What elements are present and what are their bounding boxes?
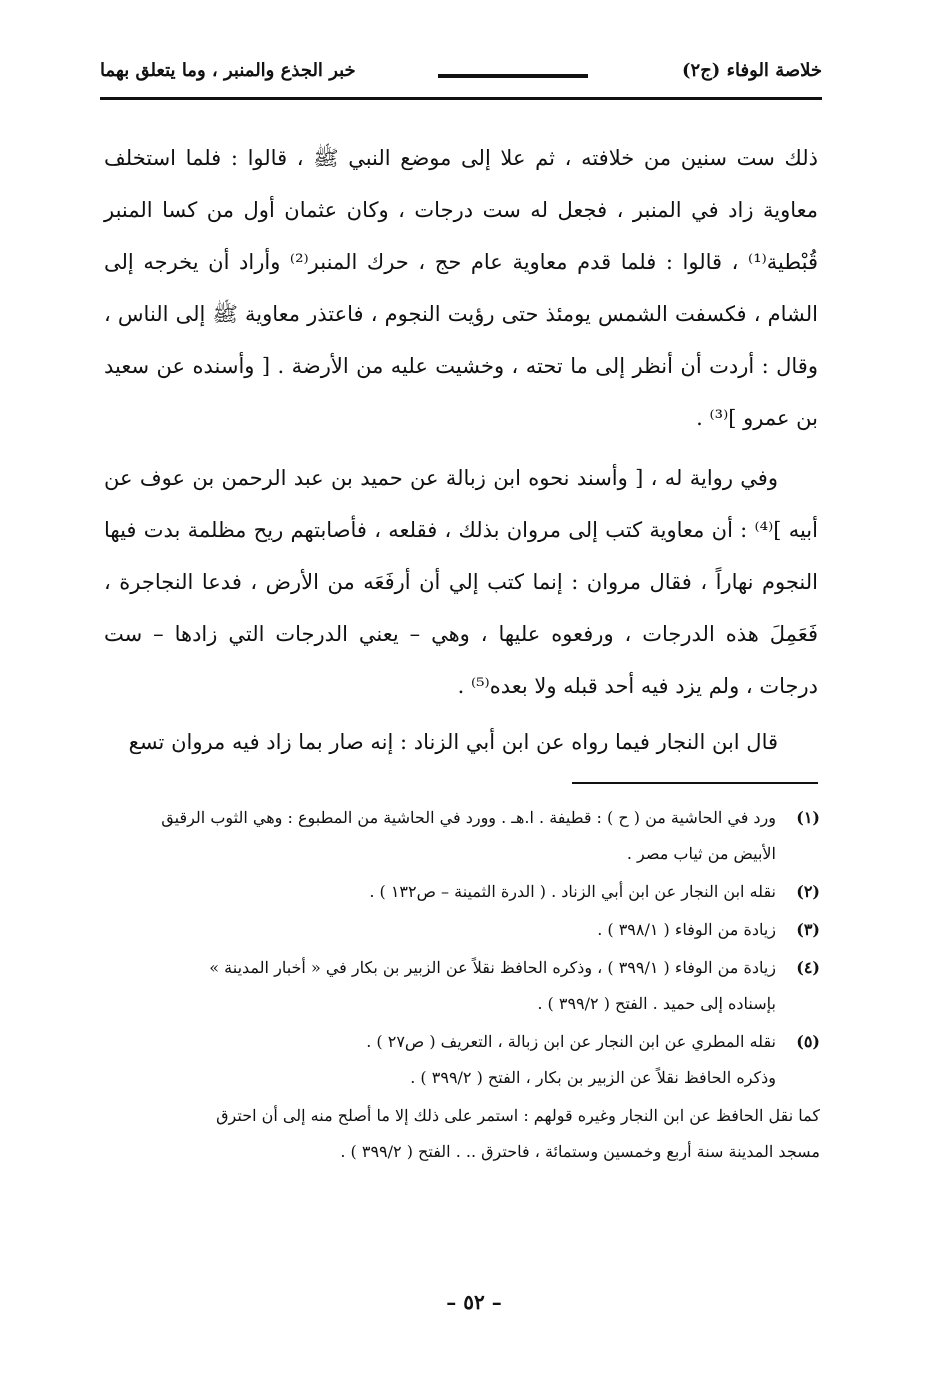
footnote-line: بإسناده إلى حميد . الفتح ( ٣٩٩/٢ ) . xyxy=(537,994,776,1013)
chapter-title: خبر الجذع والمنبر ، وما يتعلق بهما xyxy=(100,60,356,81)
footnote-2 xyxy=(104,874,820,910)
text-line: وفي رواية له ، [ وأسند نحوه ابن زبالة عن حميد بن عبد الرحمن بن عوف xyxy=(139,466,778,490)
text-line: عن أبيه ]⁽⁴⁾ : أن معاوية كتب إلى مروان بذلك ، فقلعه ، فأصابتهم ريح مظلمة xyxy=(104,466,818,542)
footnote-number: (٢) xyxy=(796,882,820,901)
footnote-number: (٤) xyxy=(796,958,820,977)
paragraph-1 xyxy=(104,132,818,444)
text-line: النجاجرة ، فَعَمِلَ هذه الدرجات ، ورفعوه عليها ، وهي – يعني الدرجات التي xyxy=(104,570,818,646)
footnote-number: (٣) xyxy=(796,920,820,939)
footnote-line: زيادة من الوفاء ( ٣٩٩/١ ) ، وذكره الحافظ نقلاً عن الزبير بن بكار في « أخبار المدينة » xyxy=(209,958,776,977)
paragraph-3: قال ابن النجار فيما رواه عن ابن أبي الزناد : إنه صار بما زاد فيه مروان تسع xyxy=(128,730,778,754)
page-number: – ٥٢ – xyxy=(446,1290,502,1314)
footnote-line: ورد في الحاشية من ( ح ) : قطيفة . ا.هـ . وورد في الحاشية من المطبوع : وهي الثوب الرقيق xyxy=(161,808,776,827)
footnote-line: زيادة من الوفاء ( ٣٩٨/١ ) . xyxy=(597,920,776,939)
footnote-line: نقله ابن النجار عن ابن أبي الزناد . ( الدرة الثمينة – ص١٣٢ ) . xyxy=(369,882,776,901)
header-underline xyxy=(100,97,822,100)
text-line: ذلك ست سنين من خلافته ، ثم علا إلى موضع النبي ﷺ ، قالوا : فلما استخلف xyxy=(104,146,818,170)
text-line: بدت فيها النجوم نهاراً ، فقال مروان : إنما كتب إلي أن أرفَعَه من الأرض ، فدعا xyxy=(104,518,818,594)
text-line: قُبْطية⁽¹⁾ ، قالوا : فلما قدم معاوية عام حج ، حرك المنبر⁽²⁾ وأراد أن يخرجه إلى xyxy=(104,250,818,274)
text-line: ، وقال : أردت أن أنظر إلى ما تحته ، وخشيت عليه من الأرضة . [ وأسنده عن xyxy=(104,302,818,378)
footnote-separator xyxy=(572,782,818,784)
footnote-5-continuation: مسجد المدينة سنة أربع وخمسين وستمائة ، فاحترق .. . الفتح ( ٣٩٩/٢ ) . xyxy=(340,1142,820,1161)
footnote-5-continuation: كما نقل الحافظ عن ابن النجار وغيره قولهم : استمر على ذلك إلا ما أصلح منه إلى أن احترق xyxy=(216,1106,820,1125)
text-line: زادها – ست درجات ، ولم يزد فيه أحد قبله ولا بعده⁽⁵⁾ . xyxy=(104,622,818,698)
paragraph-2 xyxy=(104,452,818,712)
running-header xyxy=(100,52,822,100)
footnotes xyxy=(104,800,820,1170)
footnote-1 xyxy=(104,800,820,872)
footnote-line: نقله المطري عن ابن النجار عن ابن زبالة ، التعريف ( ص٢٧ ) . xyxy=(366,1032,776,1051)
footnote-line: الأبيض من ثياب مصر . xyxy=(626,844,776,863)
footnote-line: وذكره الحافظ نقلاً عن الزبير بن بكار ، الفتح ( ٣٩٩/٢ ) . xyxy=(410,1068,776,1087)
main-text xyxy=(104,132,818,768)
footnote-4 xyxy=(104,950,820,1022)
book-title: خلاصة الوفاء (ج٢) xyxy=(681,60,822,81)
header-rule xyxy=(438,74,588,78)
footnote-5 xyxy=(104,1024,820,1096)
text-line: سعيد بن عمرو ]⁽³⁾ . xyxy=(104,354,818,430)
footnote-number: (١) xyxy=(796,808,820,827)
footnote-3 xyxy=(104,912,820,948)
text-line: الشام ، فكسفت الشمس يومئذ حتى رؤيت النجوم ، فاعتذر معاوية ﷺ إلى الناس xyxy=(117,302,818,326)
text-line: معاوية زاد في المنبر ، فجعل له ست درجات ، وكان عثمان أول من كسا المنبر xyxy=(104,198,818,222)
footnote-number: (٥) xyxy=(796,1032,820,1051)
